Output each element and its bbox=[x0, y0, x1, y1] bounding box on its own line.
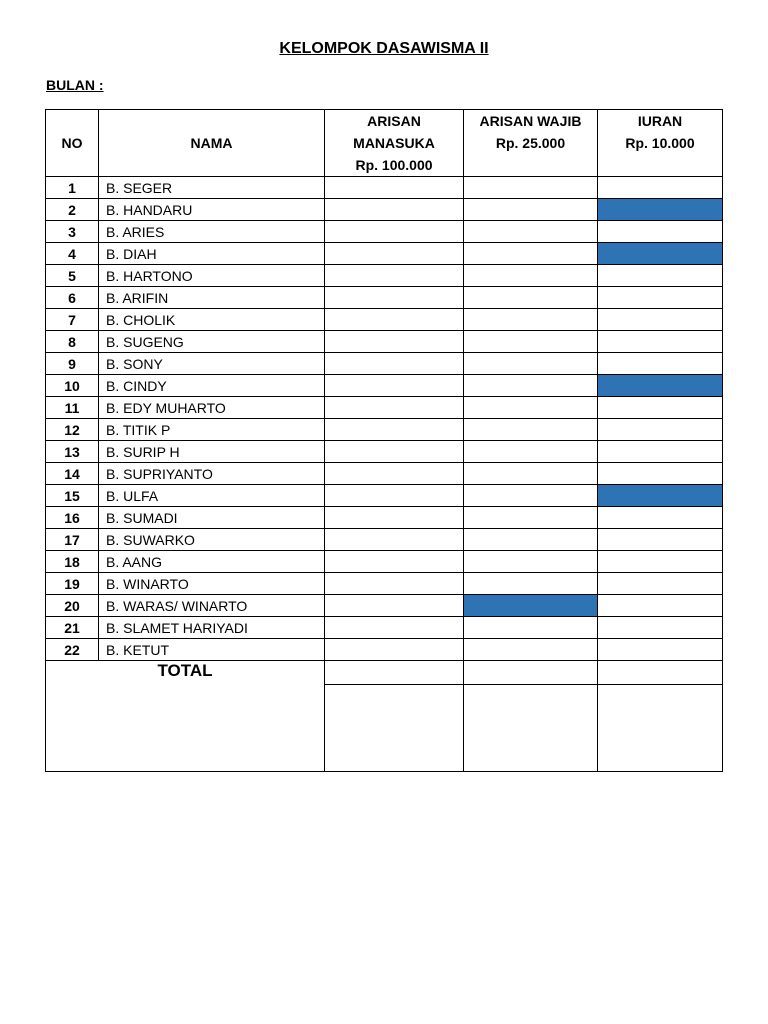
iuran-cell[interactable] bbox=[598, 287, 723, 309]
arisan-wajib-cell[interactable] bbox=[464, 463, 598, 485]
arisan-manasuka-cell[interactable] bbox=[325, 463, 464, 485]
arisan-wajib-cell[interactable] bbox=[464, 353, 598, 375]
member-name: B. SLAMET HARIYADI bbox=[99, 617, 325, 639]
arisan-manasuka-cell[interactable] bbox=[325, 485, 464, 507]
arisan-manasuka-cell[interactable] bbox=[325, 177, 464, 199]
header-arisan-manasuka-line3: Rp. 100.000 bbox=[355, 157, 433, 173]
row-number: 2 bbox=[46, 199, 99, 221]
row-number: 7 bbox=[46, 309, 99, 331]
arisan-manasuka-cell[interactable] bbox=[325, 331, 464, 353]
table-row bbox=[46, 309, 723, 331]
arisan-wajib-cell[interactable] bbox=[464, 617, 598, 639]
member-name: B. CHOLIK bbox=[99, 309, 325, 331]
arisan-wajib-cell[interactable] bbox=[464, 551, 598, 573]
row-number: 12 bbox=[46, 419, 99, 441]
row-number: 19 bbox=[46, 573, 99, 595]
arisan-wajib-cell[interactable] bbox=[464, 221, 598, 243]
table-row bbox=[46, 507, 723, 529]
iuran-cell[interactable] bbox=[598, 639, 723, 661]
member-name: B. EDY MUHARTO bbox=[99, 397, 325, 419]
member-name: B. SURIP H bbox=[99, 441, 325, 463]
row-number: 5 bbox=[46, 265, 99, 287]
arisan-wajib-cell[interactable] bbox=[464, 331, 598, 353]
table-row bbox=[46, 265, 723, 287]
row-number: 10 bbox=[46, 375, 99, 397]
member-name: B. AANG bbox=[99, 551, 325, 573]
table-row bbox=[46, 419, 723, 441]
table-row bbox=[46, 353, 723, 375]
document-title: KELOMPOK DASAWISMA II bbox=[279, 40, 489, 57]
header-no: NO bbox=[46, 110, 99, 177]
header-iuran-line2: Rp. 10.000 bbox=[625, 135, 695, 151]
iuran-cell[interactable] bbox=[598, 221, 723, 243]
arisan-manasuka-cell[interactable] bbox=[325, 639, 464, 661]
member-name: B. ARIES bbox=[99, 221, 325, 243]
member-name: B. SUGENG bbox=[99, 331, 325, 353]
header-row bbox=[46, 110, 723, 177]
arisan-wajib-cell[interactable] bbox=[464, 243, 598, 265]
row-number: 13 bbox=[46, 441, 99, 463]
header-arisan-wajib bbox=[464, 110, 598, 177]
arisan-manasuka-cell[interactable] bbox=[325, 199, 464, 221]
table-row bbox=[46, 485, 723, 507]
header-arisan-manasuka bbox=[325, 110, 464, 177]
total-iuran-space[interactable] bbox=[598, 685, 723, 772]
total-label: TOTAL bbox=[46, 661, 325, 772]
table-row bbox=[46, 177, 723, 199]
header-iuran-line1: IURAN bbox=[637, 113, 683, 129]
iuran-cell[interactable] bbox=[598, 529, 723, 551]
table-row bbox=[46, 331, 723, 353]
arisan-manasuka-cell[interactable] bbox=[325, 595, 464, 617]
dasawisma-table bbox=[45, 109, 723, 772]
member-name: B. SEGER bbox=[99, 177, 325, 199]
total-arisan-wajib-space[interactable] bbox=[464, 685, 598, 772]
arisan-manasuka-cell[interactable] bbox=[325, 353, 464, 375]
row-number: 4 bbox=[46, 243, 99, 265]
arisan-manasuka-cell[interactable] bbox=[325, 441, 464, 463]
header-arisan-wajib-line2: Rp. 25.000 bbox=[495, 135, 566, 151]
row-number: 11 bbox=[46, 397, 99, 419]
member-name: B. SUWARKO bbox=[99, 529, 325, 551]
arisan-wajib-cell[interactable] bbox=[464, 177, 598, 199]
iuran-cell[interactable] bbox=[598, 397, 723, 419]
member-name: B. SUPRIYANTO bbox=[99, 463, 325, 485]
member-name: B. KETUT bbox=[99, 639, 325, 661]
arisan-wajib-cell[interactable] bbox=[464, 199, 598, 221]
iuran-cell[interactable] bbox=[598, 199, 723, 221]
row-number: 17 bbox=[46, 529, 99, 551]
table-row bbox=[46, 617, 723, 639]
month-label: BULAN : bbox=[46, 77, 104, 93]
member-name: B. TITIK P bbox=[99, 419, 325, 441]
arisan-wajib-cell[interactable] bbox=[464, 485, 598, 507]
row-number: 14 bbox=[46, 463, 99, 485]
arisan-manasuka-cell[interactable] bbox=[325, 617, 464, 639]
header-iuran bbox=[598, 110, 723, 177]
arisan-manasuka-cell[interactable] bbox=[325, 397, 464, 419]
row-number: 1 bbox=[46, 177, 99, 199]
table-row bbox=[46, 573, 723, 595]
header-arisan-manasuka-line2: MANASUKA bbox=[353, 135, 435, 151]
arisan-manasuka-cell[interactable] bbox=[325, 221, 464, 243]
table-row bbox=[46, 221, 723, 243]
arisan-wajib-cell[interactable] bbox=[464, 309, 598, 331]
arisan-wajib-cell[interactable] bbox=[464, 397, 598, 419]
arisan-manasuka-cell[interactable] bbox=[325, 265, 464, 287]
iuran-cell[interactable] bbox=[598, 177, 723, 199]
iuran-cell[interactable] bbox=[598, 375, 723, 397]
table-row bbox=[46, 199, 723, 221]
member-name: B. WINARTO bbox=[99, 573, 325, 595]
arisan-manasuka-cell[interactable] bbox=[325, 529, 464, 551]
member-name: B. ARIFIN bbox=[99, 287, 325, 309]
table-row bbox=[46, 287, 723, 309]
iuran-cell[interactable] bbox=[598, 507, 723, 529]
header-nama: NAMA bbox=[99, 110, 325, 177]
row-number: 8 bbox=[46, 331, 99, 353]
total-arisan-manasuka-space[interactable] bbox=[325, 685, 464, 772]
arisan-wajib-cell[interactable] bbox=[464, 639, 598, 661]
iuran-cell[interactable] bbox=[598, 353, 723, 375]
member-name: B. SONY bbox=[99, 353, 325, 375]
arisan-wajib-cell[interactable] bbox=[464, 507, 598, 529]
total-row bbox=[46, 661, 723, 685]
iuran-cell[interactable] bbox=[598, 595, 723, 617]
arisan-wajib-cell[interactable] bbox=[464, 529, 598, 551]
header-arisan-manasuka-line1: ARISAN bbox=[367, 113, 421, 129]
total-arisan-wajib-cell[interactable] bbox=[464, 661, 598, 685]
table-row bbox=[46, 529, 723, 551]
arisan-manasuka-cell[interactable] bbox=[325, 507, 464, 529]
iuran-cell[interactable] bbox=[598, 573, 723, 595]
arisan-wajib-cell[interactable] bbox=[464, 419, 598, 441]
iuran-cell[interactable] bbox=[598, 309, 723, 331]
table-row bbox=[46, 441, 723, 463]
row-number: 22 bbox=[46, 639, 99, 661]
arisan-wajib-cell[interactable] bbox=[464, 595, 598, 617]
header-arisan-wajib-line1: ARISAN WAJIB bbox=[479, 113, 582, 129]
arisan-manasuka-cell[interactable] bbox=[325, 419, 464, 441]
member-name: B. WARAS/ WINARTO bbox=[99, 595, 325, 617]
row-number: 16 bbox=[46, 507, 99, 529]
row-number: 20 bbox=[46, 595, 99, 617]
row-number: 9 bbox=[46, 353, 99, 375]
total-iuran-cell[interactable] bbox=[598, 661, 723, 685]
table-row bbox=[46, 397, 723, 419]
arisan-manasuka-cell[interactable] bbox=[325, 551, 464, 573]
total-arisan-manasuka-cell[interactable] bbox=[325, 661, 464, 685]
row-number: 18 bbox=[46, 551, 99, 573]
iuran-cell[interactable] bbox=[598, 265, 723, 287]
table-row bbox=[46, 375, 723, 397]
arisan-wajib-cell[interactable] bbox=[464, 375, 598, 397]
arisan-wajib-cell[interactable] bbox=[464, 573, 598, 595]
member-name: B. SUMADI bbox=[99, 507, 325, 529]
arisan-wajib-cell[interactable] bbox=[464, 287, 598, 309]
table-row bbox=[46, 595, 723, 617]
member-name: B. HANDARU bbox=[99, 199, 325, 221]
arisan-manasuka-cell[interactable] bbox=[325, 309, 464, 331]
arisan-manasuka-cell[interactable] bbox=[325, 243, 464, 265]
member-name: B. HARTONO bbox=[99, 265, 325, 287]
arisan-wajib-cell[interactable] bbox=[464, 441, 598, 463]
arisan-wajib-cell[interactable] bbox=[464, 265, 598, 287]
row-number: 6 bbox=[46, 287, 99, 309]
row-number: 3 bbox=[46, 221, 99, 243]
arisan-manasuka-cell[interactable] bbox=[325, 375, 464, 397]
member-name: B. DIAH bbox=[99, 243, 325, 265]
iuran-cell[interactable] bbox=[598, 485, 723, 507]
row-number: 21 bbox=[46, 617, 99, 639]
iuran-cell[interactable] bbox=[598, 331, 723, 353]
member-name: B. CINDY bbox=[99, 375, 325, 397]
arisan-manasuka-cell[interactable] bbox=[325, 573, 464, 595]
iuran-cell[interactable] bbox=[598, 419, 723, 441]
iuran-cell[interactable] bbox=[598, 243, 723, 265]
table-body bbox=[46, 177, 723, 661]
iuran-cell[interactable] bbox=[598, 463, 723, 485]
iuran-cell[interactable] bbox=[598, 551, 723, 573]
table-row bbox=[46, 243, 723, 265]
member-name: B. ULFA bbox=[99, 485, 325, 507]
arisan-manasuka-cell[interactable] bbox=[325, 287, 464, 309]
table-row bbox=[46, 463, 723, 485]
iuran-cell[interactable] bbox=[598, 441, 723, 463]
row-number: 15 bbox=[46, 485, 99, 507]
iuran-cell[interactable] bbox=[598, 617, 723, 639]
table-row bbox=[46, 639, 723, 661]
table-row bbox=[46, 551, 723, 573]
